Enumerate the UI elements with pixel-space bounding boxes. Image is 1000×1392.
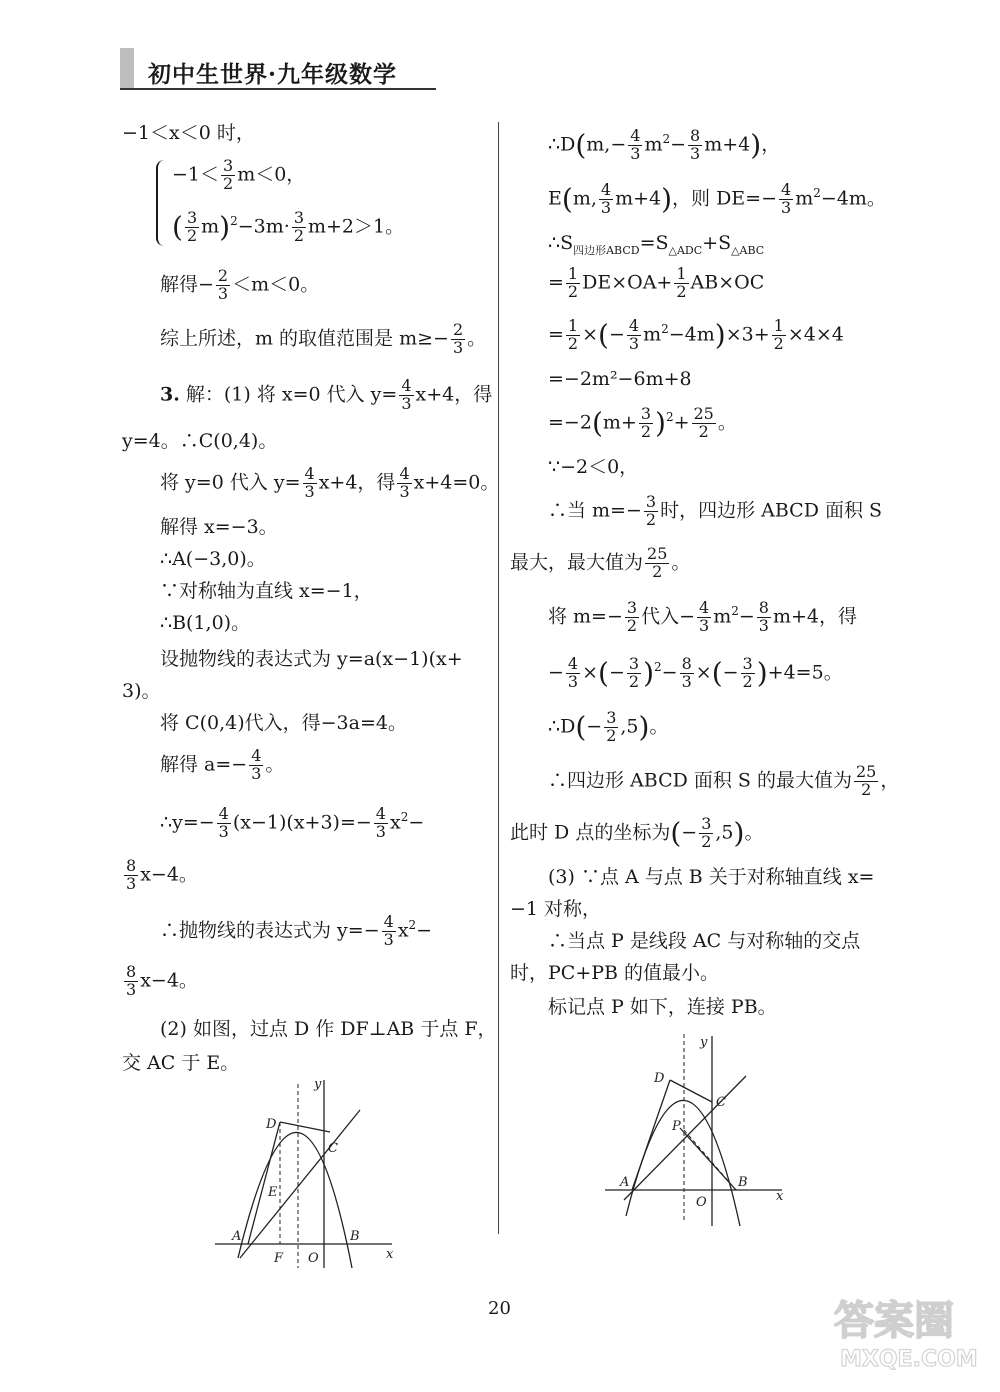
- text-line: 解得− $\frac{2}{3}$ ＜m＜0。: [160, 266, 320, 303]
- label-x: x: [386, 1247, 394, 1262]
- text-line: −1＜x＜0 时，: [122, 122, 255, 144]
- label-o: O: [308, 1251, 319, 1266]
- equation-line: ( $\frac{3}{2}$ m)$^2$−3m· $\frac{3}{2}$ m+2＞1。: [172, 208, 405, 245]
- equation-line: ∴y=− $\frac{4}{3}$ (x−1)(x+3)=− $\frac{4}{3}$ $x^2-$: [160, 804, 425, 841]
- text-line: 时，PC+PB 的值最小。: [510, 962, 720, 984]
- label-c: C: [328, 1141, 338, 1156]
- header-accent-bar: [120, 48, 134, 90]
- line-ad: [632, 1080, 670, 1190]
- header-rule: [120, 88, 436, 90]
- equation-line: = $\frac{1}{2}$ DE×OA+ $\frac{1}{2}$ AB×OC: [548, 264, 765, 301]
- equation-line: $\frac{8}{3}$ x−4。: [126, 856, 198, 893]
- page-header-title: 初中生世界·九年级数学: [148, 61, 398, 88]
- system-brace: [156, 160, 168, 246]
- label-y: y: [700, 1035, 708, 1050]
- label-p: P: [672, 1119, 681, 1134]
- line-dc: [280, 1122, 330, 1132]
- text-line: 3)。: [122, 680, 161, 702]
- text-line: (2) 如图，过点 D 作 DF⊥AB 于点 F，: [160, 1018, 497, 1040]
- parabola-figure-1: [210, 1072, 400, 1272]
- equation-line: ∴D(− $\frac{3}{2}$ ,5)。: [548, 708, 669, 745]
- text-line: 3. 解：(1) 将 x=0 代入 y= $\frac{4}{3}$ x+4，得: [160, 376, 493, 413]
- text-line: ∴当 m=− $\frac{3}{2}$ 时，四边形 ABCD 面积 S: [548, 492, 883, 529]
- label-a: A: [232, 1229, 242, 1244]
- line-dc: [670, 1080, 712, 1102]
- text-line: ∴B(1,0)。: [160, 612, 251, 634]
- text-line: (3) ∵点 A 与点 B 关于对称轴直线 x=: [548, 866, 875, 888]
- equation-line: =−2m²−6m+8: [548, 368, 692, 390]
- text-line: 解得 a=− $\frac{4}{3}$ 。: [160, 746, 285, 783]
- text-line: 解得 x=−3。: [160, 516, 278, 538]
- equation-line: = $\frac{1}{2}$ ×(− $\frac{4}{3}$ $m^2-4m)\times 3+$ $\frac{1}{2}$ ×4×4: [548, 316, 844, 353]
- page-number: 20: [488, 1298, 511, 1319]
- label-x: x: [776, 1189, 784, 1204]
- text-line: ∵对称轴为直线 x=−1，: [160, 580, 373, 602]
- text-line: 将 y=0 代入 y= $\frac{4}{3}$ x+4，得 $\frac{4}{3}$ x+4=0。: [160, 464, 500, 501]
- watermark-text: 答案圈: [834, 1298, 954, 1344]
- watermark-domain: MXQE.COM: [840, 1347, 978, 1372]
- watermark-logo: [830, 1290, 980, 1374]
- equation-line: ∴D(m,− $\frac{4}{3}$ $m^2-$ $\frac{8}{3}$ m+4)，: [548, 126, 781, 163]
- text-line: ∵−2＜0，: [548, 456, 639, 478]
- label-c: C: [716, 1095, 726, 1110]
- text-line: 设抛物线的表达式为 y=a(x−1)(x+: [160, 648, 463, 670]
- line-ad: [248, 1122, 280, 1244]
- text-line: 最大，最大值为 $\frac{25}{2}$ 。: [510, 544, 691, 581]
- text-line: ∴当点 P 是线段 AC 与对称轴的交点: [548, 930, 861, 952]
- equation-line: 将 m=− $\frac{3}{2}$ 代入− $\frac{4}{3}$ $m^2-$ $\frac{8}{3}$ m+4，得: [548, 598, 858, 635]
- label-d: D: [266, 1117, 277, 1132]
- equation-line: − $\frac{4}{3}$ ×(− $\frac{3}{2}$ )$^2$− $\frac{8}{3}$ ×(− $\frac{3}{2}$ )+4=5。: [548, 654, 843, 691]
- text-line: 综上所述，m 的取值范围是 m≥− $\frac{2}{3}$ 。: [160, 320, 487, 357]
- label-y: y: [314, 1077, 322, 1092]
- equation-line: =−2(m+ $\frac{3}{2}$ )$^2$+ $\frac{25}{2}$ 。: [548, 404, 737, 441]
- text-line: 交 AC 于 E。: [122, 1052, 240, 1074]
- line-ac: [240, 1110, 360, 1258]
- label-a: A: [620, 1175, 630, 1190]
- text-line: 将 C(0,4)代入，得−3a=4。: [160, 712, 407, 734]
- label-e: E: [268, 1185, 278, 1200]
- text-line: ∴四边形 ABCD 面积 S 的最大值为 $\frac{25}{2}$ ，: [548, 762, 900, 799]
- label-d: D: [654, 1071, 665, 1086]
- equation-line: −1＜ $\frac{3}{2}$ m＜0，: [172, 156, 306, 193]
- equation-line: $\frac{8}{3}$ x−4。: [126, 962, 198, 999]
- text-line: −1 对称，: [510, 898, 602, 920]
- column-divider: [498, 122, 499, 1234]
- text-line: 标记点 P 如下，连接 PB。: [548, 996, 777, 1018]
- equation-line: $\therefore S_{四边形ABCD}=S_{\triangle ADC}+S_{\triangle ABC}$: [548, 232, 765, 257]
- equation-line: E(m, $\frac{4}{3}$ m+4)，则 DE=− $\frac{4}{3}$ $m^2-4m$。: [548, 180, 886, 217]
- label-b: B: [350, 1229, 360, 1244]
- label-o: O: [696, 1195, 707, 1210]
- equation-line: ∴抛物线的表达式为 y=− $\frac{4}{3}$ $x^2-$: [160, 912, 433, 949]
- parabola-figure-2: [600, 1030, 790, 1230]
- parabola-curve: [626, 1100, 740, 1226]
- text-line: 此时 D 点的坐标为(− $\frac{3}{2}$ ,5)。: [510, 814, 764, 851]
- label-f: F: [274, 1251, 284, 1266]
- label-b: B: [738, 1175, 748, 1190]
- text-line: y=4。∴C(0,4)。: [122, 430, 278, 452]
- text-line: ∴A(−3,0)。: [160, 548, 266, 570]
